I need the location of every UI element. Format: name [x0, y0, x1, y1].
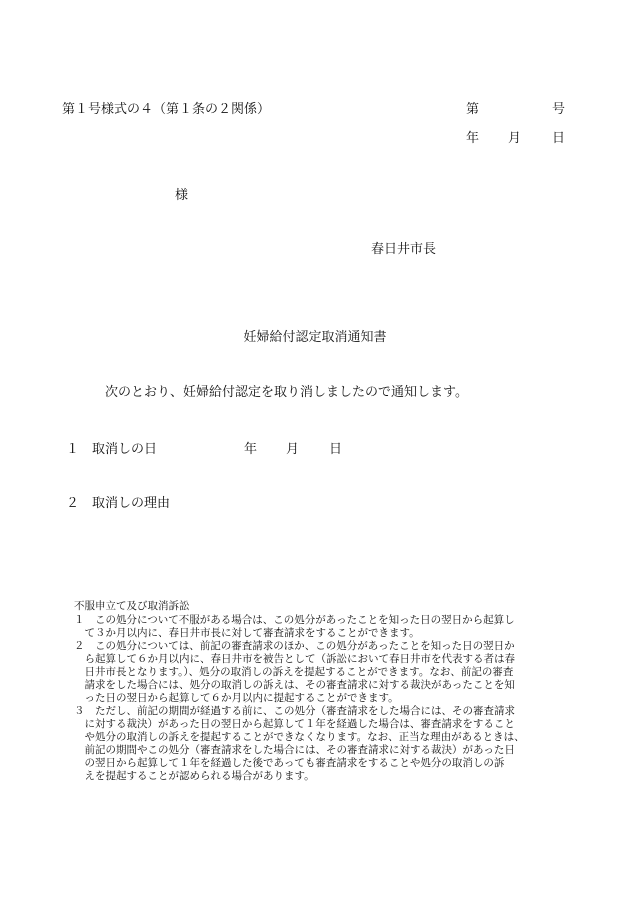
notice-line: ３ ただし、前記の期間が経過する前に、この処分（審査請求をした場合には、その審査請求: [74, 705, 515, 717]
number-suffix: 号: [552, 102, 566, 117]
notice-line: 前記の期間やこの処分（審査請求をした場合には、その審査請求に対する裁決）があった日: [74, 744, 515, 756]
date-month-label: 月: [508, 131, 522, 146]
item-date-day: 日: [329, 442, 343, 457]
notice-line: ら起算して６か月以内に、春日井市を被告として（訴訟において春日井市を代表する者は春: [74, 653, 515, 665]
notice-line: や処分の取消しの訴えを提起することができなくなります。なお、正当な理由があるときは、: [74, 731, 525, 743]
notice-line: ２ この処分については、前記の審査請求のほか、この処分があったことを知った日の翌日か: [74, 640, 515, 652]
document-number-line: [466, 98, 566, 117]
notice-line: に対する裁決）があった日の翌日から起算して１年を経過した場合は、審査請求をすること: [74, 718, 515, 730]
intro-text: 次のとおり、妊婦給付認定を取り消しましたので通知します。: [105, 385, 468, 400]
appeal-notice: [74, 600, 576, 783]
number-prefix: 第: [466, 102, 480, 117]
notice-line: て３か月以内に、春日井市長に対して審査請求をすることができます。: [74, 627, 420, 639]
notice-line: 日井市長となります。）、処分の取消しの訴えを提起することができます。なお、前記の審査: [74, 666, 514, 678]
recipient-honorific: 様: [175, 188, 189, 203]
item-number: ２: [66, 496, 80, 511]
date-day-label: 日: [552, 131, 566, 146]
item-label: 取消しの日: [92, 442, 158, 457]
document-title: 妊婦給付認定取消通知書: [243, 330, 387, 345]
notice-line: った日の翌日から起算して６か月以内に提起することができます。: [74, 692, 399, 704]
item-label: 取消しの理由: [92, 496, 171, 511]
form-number-label: 第１号様式の４（第１条の２関係）: [62, 102, 271, 117]
item-date-month: 月: [286, 442, 300, 457]
notice-line: の翌日から起算して１年を経過した後であっても審査請求をすることや処分の取消しの訴: [74, 757, 505, 769]
notice-line: １ この処分について不服がある場合は、この処分があったことを知った日の翌日から起算し: [74, 614, 515, 626]
date-year-label: 年: [466, 131, 480, 146]
issuer-name: 春日井市長: [371, 242, 437, 257]
item-number: １: [66, 442, 80, 457]
notice-line: えを提起することが認められる場合があります。: [74, 770, 315, 782]
notice-line: 請求をした場合には、処分の取消しの訴えは、その審査請求に対する裁決があったことを知: [74, 679, 515, 691]
item-date-year: 年: [244, 442, 258, 457]
notice-heading: 不服申立て及び取消訴訟: [74, 600, 190, 612]
